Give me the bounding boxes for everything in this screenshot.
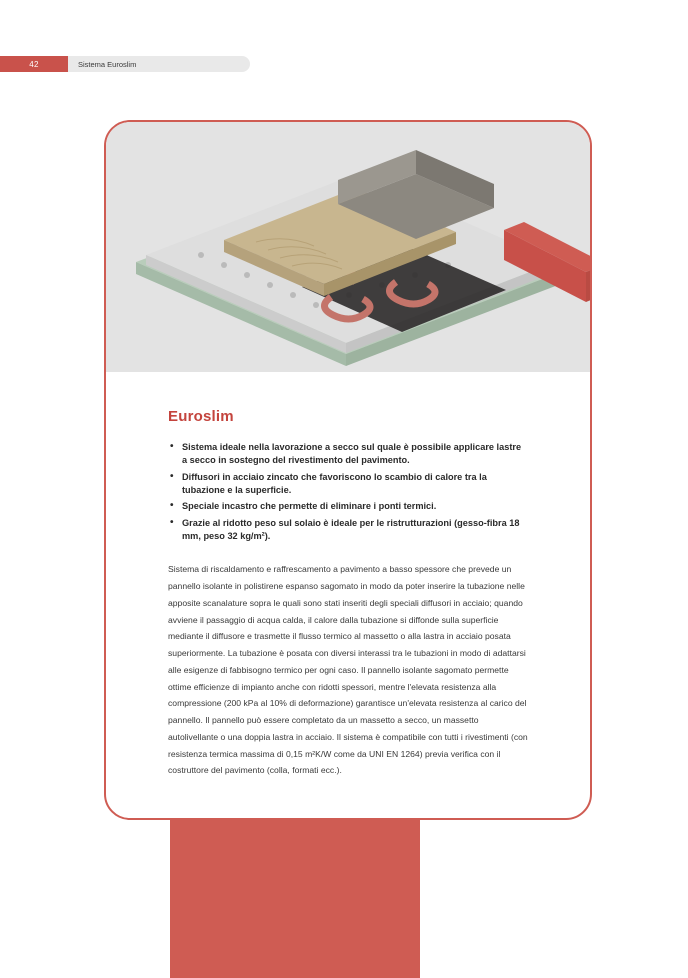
feature-list xyxy=(168,441,528,543)
page-header xyxy=(0,56,250,72)
list-item: • Diffusori in acciaio zincato che favoriscono lo scambio di calore tra la tubazione e la superficie. xyxy=(168,471,528,498)
section-label: Sistema Euroslim xyxy=(68,56,250,72)
product-card xyxy=(104,120,592,820)
page-title: Euroslim xyxy=(168,408,234,425)
list-item: • Grazie al ridotto peso sul solaio è ideale per le ristrutturazioni (gesso-fibra 18 mm, peso 32 kg/m²). xyxy=(168,517,528,544)
list-item: • Speciale incastro che permette di eliminare i ponti termici. xyxy=(168,500,528,513)
panel-cutaway-svg xyxy=(106,122,590,372)
decorative-red-pillar xyxy=(170,820,420,978)
page-number: 42 xyxy=(0,56,68,72)
card-content xyxy=(106,372,590,779)
floor-heating-panel-cutaway-illustration xyxy=(106,122,590,372)
description-paragraph: Sistema di riscaldamento e raffrescamento a pavimento a basso spessore che prevede un pannello isolante in polistirene espanso sagomato in modo da poter inserire la tubazione nelle apposite scanalature sopra le quali sono stati inseriti degli speciali diffusori in acciaio; quando avviene il passaggio di acqua calda, il calore dalla tubazione si diffonde sulla superficie mediante il diffusore e trasmette il flusso termico al massetto o alla lastra in acciaio posata superiormente. La tubazione è posata con diversi interassi tra le tubazioni in modo di adattarsi alle esigenze di fabbisogno termico per ogni caso. Il pannello isolante sagomato permette ottime efficienze di impianto anche con ridotti spessori, mentre l'elevata resistenza alla compressione (200 kPa al 10% di deformazione) garantisce un'elevata resistenza al carico del pannello. Il pannello può essere completato da un massetto a secco, un massetto autolivellante o una doppia lastra in acciaio. Il sistema è compatibile con tutti i rivestimenti (con resistenza termica massima di 0,15 m²K/W come da UNI EN 1264) previa verifica con il costruttore del pavimento (colla, formati ecc.). xyxy=(168,564,528,776)
list-item: • Sistema ideale nella lavorazione a secco sul quale è possibile applicare lastre a secco in sostegno del rivestimento del pavimento. xyxy=(168,441,528,468)
